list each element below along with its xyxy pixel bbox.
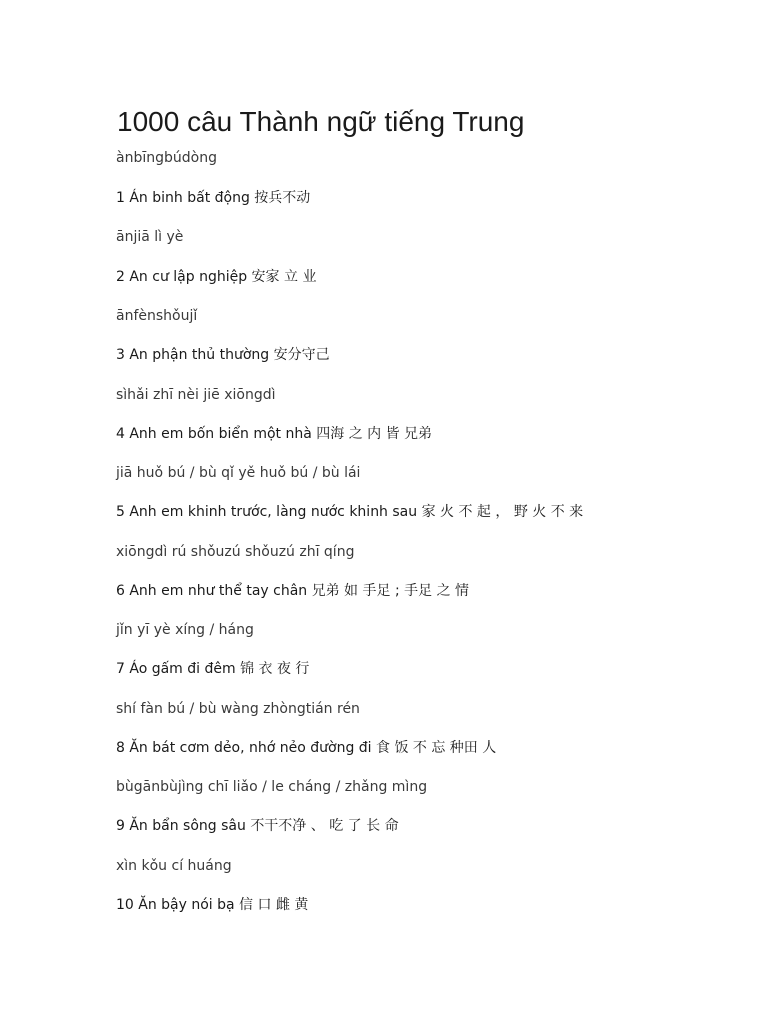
pinyin-line-9: bùgānbùjìng chī liǎo / le cháng / zhǎng mìng xyxy=(116,779,428,795)
pinyin-line-5: jiā huǒ bú / bù qǐ yě huǒ bú / bù lái xyxy=(116,465,361,481)
idiom-entry-6: 6 Anh em như thể tay chân 兄弟 如 手足 ; 手足 之 情 xyxy=(116,583,470,599)
idiom-entry-3: 3 An phận thủ thường 安分守己 xyxy=(116,347,330,363)
idiom-entry-1: 1 Án binh bất động 按兵不动 xyxy=(116,190,311,206)
idiom-entry-5: 5 Anh em khinh trước, làng nước khinh sau 家 火 不 起 ， 野 火 不 来 xyxy=(116,504,584,520)
pinyin-line-1: ànbīngbúdòng xyxy=(116,150,217,166)
idiom-entry-4: 4 Anh em bốn biển một nhà 四海 之 内 皆 兄弟 xyxy=(116,426,433,442)
page-title: 1000 câu Thành ngữ tiếng Trung xyxy=(117,106,525,137)
pinyin-line-8: shí fàn bú / bù wàng zhòngtián rén xyxy=(116,701,360,717)
pinyin-line-4: sìhǎi zhī nèi jiē xiōngdì xyxy=(116,387,276,403)
pinyin-line-7: jǐn yī yè xíng / háng xyxy=(116,622,254,638)
pinyin-line-2: ānjiā lì yè xyxy=(116,229,184,245)
idiom-entry-9: 9 Ăn bẩn sông sâu 不干不净 、 吃 了 长 命 xyxy=(116,818,399,834)
idiom-entry-8: 8 Ăn bát cơm dẻo, nhớ nẻo đường đi 食 饭 不 忘 种田 人 xyxy=(116,740,497,756)
pinyin-line-10: xìn kǒu cí huáng xyxy=(116,858,232,874)
idiom-entry-7: 7 Áo gấm đi đêm 锦 衣 夜 行 xyxy=(116,661,310,677)
pinyin-line-6: xiōngdì rú shǒuzú shǒuzú zhī qíng xyxy=(116,544,355,560)
pinyin-line-3: ānfènshǒujǐ xyxy=(116,308,198,324)
idiom-entry-10: 10 Ăn bậy nói bạ 信 口 雌 黄 xyxy=(116,897,309,913)
idiom-entry-2: 2 An cư lập nghiệp 安家 立 业 xyxy=(116,269,317,285)
